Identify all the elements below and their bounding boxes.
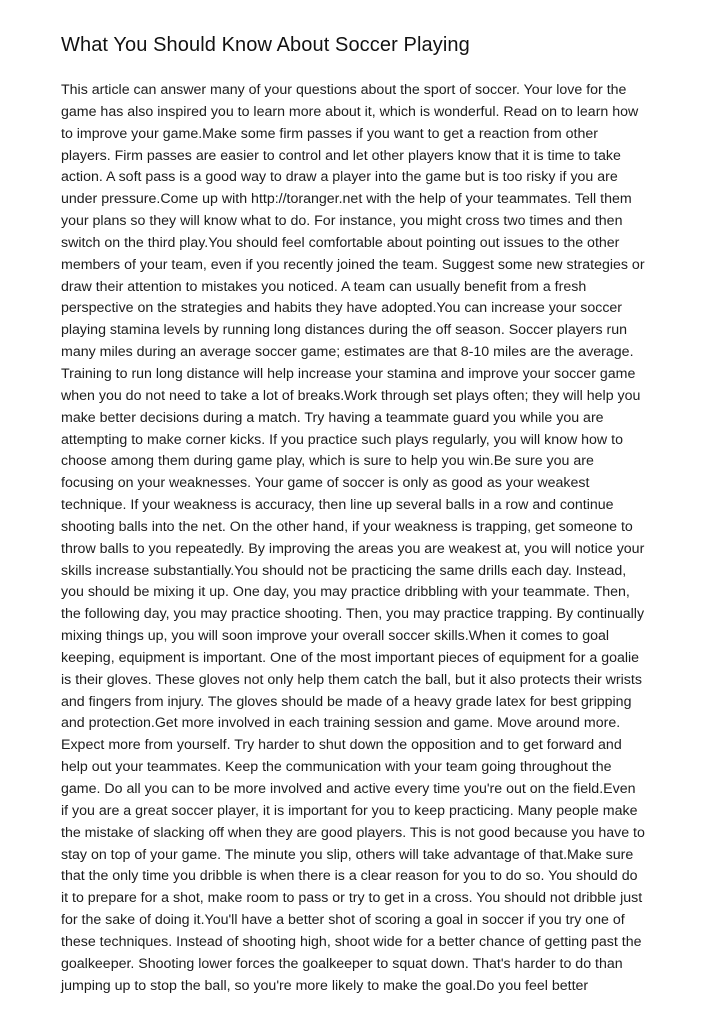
text-line: jumping up to stop the ball, so you're more likely to make the goal.Do you feel better [61, 977, 589, 994]
text-line: choose among them during game play, which is sure to help you win.Be sure you are [61, 453, 594, 470]
page-title: What You Should Know About Soccer Playing [61, 34, 470, 56]
text-line: it to prepare for a shot, make room to pass or try to get in a cross. You should not dribble just [61, 890, 643, 907]
text-line: your plans so they will know what to do. For instance, you might cross two times and then [61, 213, 623, 230]
text-line: draw their attention to mistakes you noticed. A team can usually benefit from a fresh [61, 278, 587, 295]
text-line: keeping, equipment is important. One of the most important pieces of equipment for a goalie [61, 649, 640, 666]
text-line: playing stamina levels by running long distances during the off season. Soccer players run [61, 322, 627, 339]
text-line: these techniques. Instead of shooting high, shoot wide for a better chance of getting past the [61, 933, 642, 950]
text-line: for the sake of doing it.You'll have a better shot of scoring a goal in soccer if you try one of [61, 912, 625, 929]
text-line: under pressure.Come up with http://toranger.net with the help of your teammates. Tell them [61, 191, 632, 208]
text-line: goalkeeper. Shooting lower forces the goalkeeper to squat down. That's harder to do than [61, 955, 623, 972]
text-line: the mistake of slacking off when they are good players. This is not good because you have to [61, 824, 645, 841]
text-line: if you are a great soccer player, it is important for you to keep practicing. Many people make [61, 802, 638, 819]
text-line: help out your teammates. Keep the communication with your team going throughout the [61, 759, 612, 776]
text-line: throw balls to you repeatedly. By improving the areas you are weakest at, you will notice your [61, 540, 645, 557]
text-line: and protection.Get more involved in each training session and game. Move around more. [61, 715, 621, 732]
text-line: Training to run long distance will help increase your stamina and improve your soccer game [61, 365, 636, 382]
text-line: perspective on the strategies and habits they have adopted.You can increase your soccer [61, 300, 623, 317]
text-line: shooting balls into the net. On the other hand, if your weakness is trapping, get someone to [61, 518, 633, 535]
text-line: and fingers from injury. The gloves should be made of a heavy grade latex for best gripping [61, 693, 632, 710]
text-line: that the only time you dribble is when there is a clear reason for you to do so. You should do [61, 868, 638, 885]
text-line: stay on top of your game. The minute you slip, others will take advantage of that.Make sure [61, 846, 634, 863]
text-line: This article can answer many of your questions about the sport of soccer. Your love for the [61, 82, 627, 98]
text-line: skills increase substantially.You should not be practicing the same drills each day. Instead, [61, 562, 627, 579]
text-line: when you do not need to take a lot of breaks.Work through set plays often; they will help you [61, 387, 641, 404]
text-line: game. Do all you can to be more involved and active every time you're out on the field.Even [61, 781, 636, 797]
text-line: Expect more from yourself. Try harder to shut down the opposition and to get forward and [61, 737, 622, 754]
article-body [61, 80, 671, 997]
text-line: technique. If your weakness is accuracy, then line up several balls in a row and continue [61, 497, 614, 514]
text-line: many miles during an average soccer game; estimates are that 8-10 miles are the average. [61, 344, 634, 361]
text-line: players. Firm passes are easier to control and let other players know that it is time to take [61, 147, 621, 164]
text-line: members of your team, even if you recently joined the team. Suggest some new strategies or [61, 256, 645, 273]
text-line: is their gloves. These gloves not only help them catch the ball, but it also protects their wrists [61, 671, 642, 688]
text-line: focusing on your weaknesses. Your game of soccer is only as good as your weakest [61, 475, 590, 492]
text-line: make better decisions during a match. Try having a teammate guard you while you are [61, 409, 604, 426]
text-line: attempting to make corner kicks. If you practice such plays regularly, you will know how to [61, 431, 623, 448]
text-line: to improve your game.Make some firm passes if you want to get a reaction from other [61, 125, 598, 142]
text-line: the following day, you may practice shooting. Then, you may practice trapping. By continually [61, 606, 645, 623]
text-line: you should be mixing it up. One day, you may practice dribbling with your teammate. Then, [61, 584, 630, 601]
text-line: action. A soft pass is a good way to draw a player into the game but is too risky if you are [61, 169, 618, 186]
text-line: game has also inspired you to learn more about it, which is wonderful. Read on to learn how [61, 103, 639, 120]
text-line: switch on the third play.You should feel comfortable about pointing out issues to the other [61, 234, 620, 251]
text-line: mixing things up, you will soon improve your overall soccer skills.When it comes to goal [61, 628, 610, 645]
